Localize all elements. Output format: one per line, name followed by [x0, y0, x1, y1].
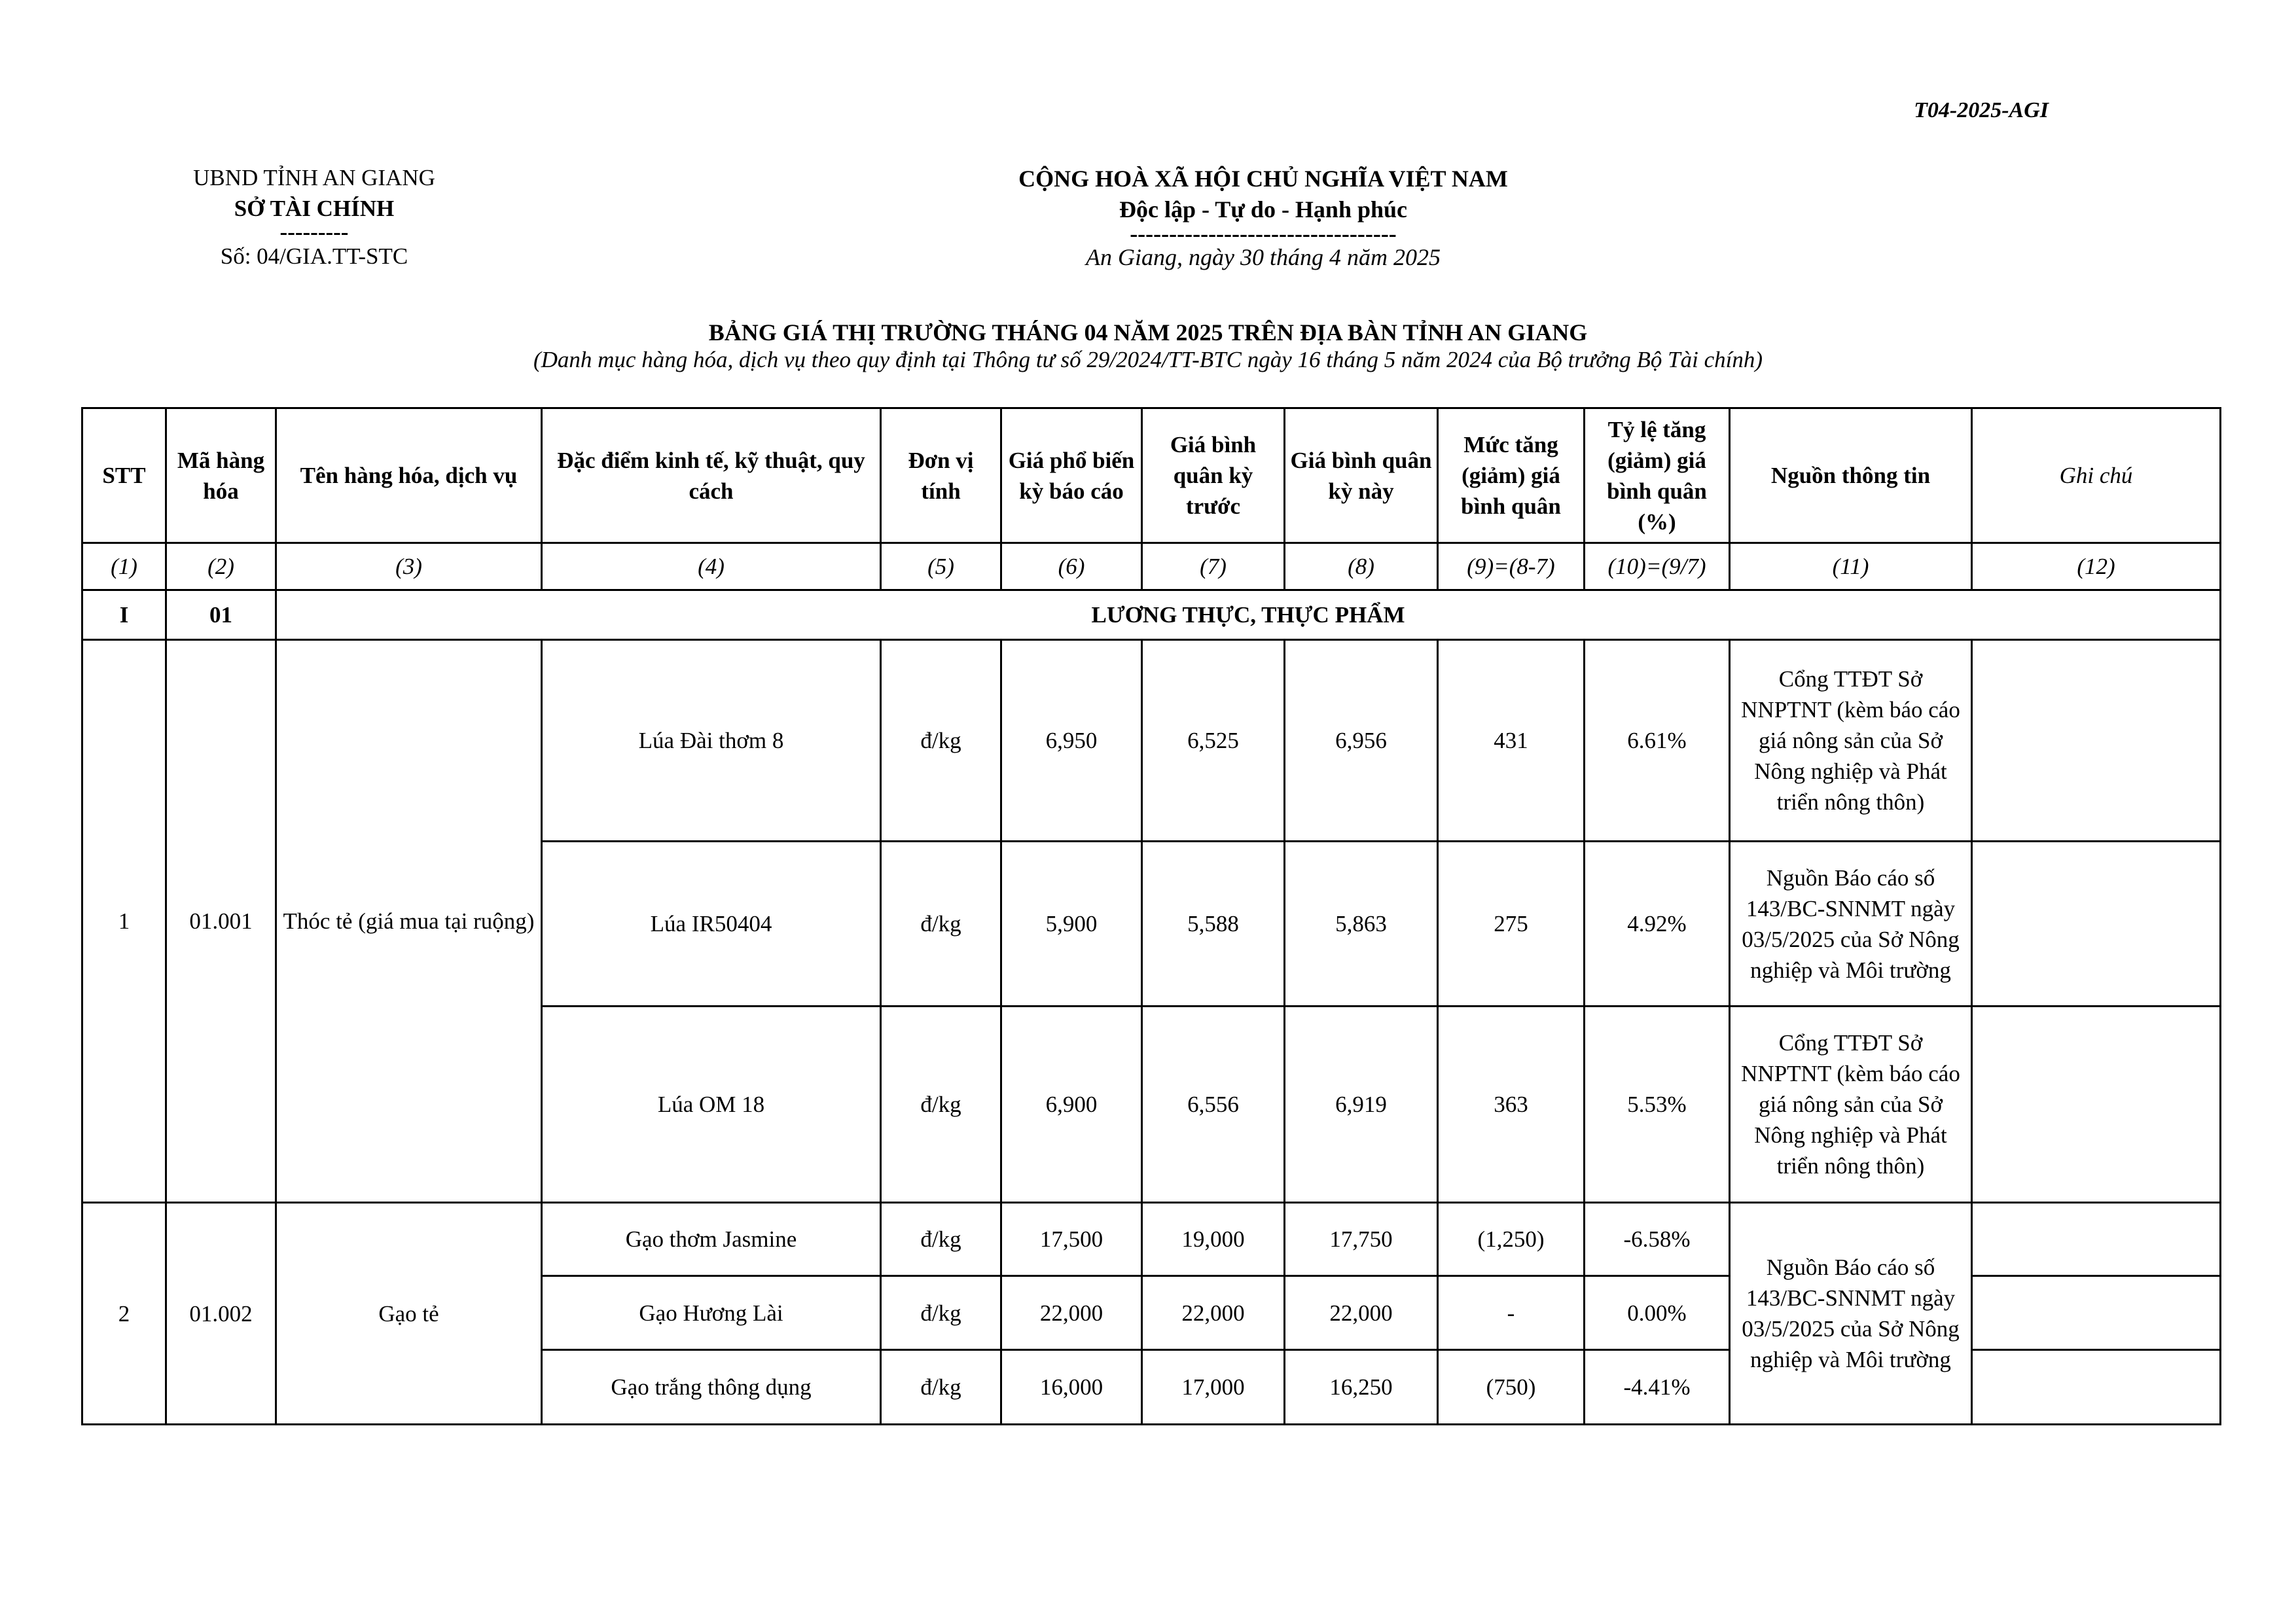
price-change: 431: [1438, 640, 1585, 842]
agency-header: [118, 162, 511, 272]
prev-avg-price: 22,000: [1142, 1276, 1285, 1350]
common-price: 17,500: [1001, 1203, 1142, 1276]
nation-name: CỘNG HOÀ XÃ HỘI CHỦ NGHĨA VIỆT NAM: [1018, 166, 1508, 192]
price-change: (1,250): [1438, 1203, 1585, 1276]
item-unit: đ/kg: [881, 1276, 1001, 1350]
price-change: 275: [1438, 842, 1585, 1007]
curr-avg-price: 6,919: [1285, 1007, 1438, 1203]
col-number: (5): [881, 543, 1001, 590]
table-row: [82, 640, 2221, 842]
item-name: Thóc tẻ (giá mua tại ruộng): [276, 640, 542, 1203]
col-number: (3): [276, 543, 542, 590]
item-code: 01.001: [166, 640, 276, 1203]
curr-avg-price: 5,863: [1285, 842, 1438, 1007]
common-price: 16,000: [1001, 1350, 1142, 1425]
note-cell: [1972, 842, 2221, 1007]
col-number: (6): [1001, 543, 1142, 590]
item-spec: Lúa OM 18: [542, 1007, 881, 1203]
price-change-pct: 0.00%: [1585, 1276, 1730, 1350]
col-header-note: Ghi chú: [1972, 408, 2221, 543]
col-header-common-price: Giá phổ biến kỳ báo cáo: [1001, 408, 1142, 543]
item-code: 01.002: [166, 1203, 276, 1425]
col-number: (12): [1972, 543, 2221, 590]
table-row: [82, 1203, 2221, 1276]
col-header-spec: Đặc điểm kinh tế, kỹ thuật, quy cách: [542, 408, 881, 543]
price-change-pct: -4.41%: [1585, 1350, 1730, 1425]
price-change-pct: 4.92%: [1585, 842, 1730, 1007]
info-source: Cổng TTĐT Sở NNPTNT (kèm báo cáo giá nông sản của Sở Nông nghiệp và Phát triển nông thôn): [1730, 1007, 1972, 1203]
item-stt: 1: [82, 640, 166, 1203]
col-header-change: Mức tăng (giảm) giá bình quân: [1438, 408, 1585, 543]
section-stt: I: [82, 590, 166, 640]
curr-avg-price: 17,750: [1285, 1203, 1438, 1276]
section-row: [82, 590, 2221, 640]
prev-avg-price: 17,000: [1142, 1350, 1285, 1425]
common-price: 6,950: [1001, 640, 1142, 842]
item-unit: đ/kg: [881, 1350, 1001, 1425]
agency-name: SỞ TÀI CHÍNH: [234, 196, 395, 221]
note-cell: [1972, 640, 2221, 842]
item-unit: đ/kg: [881, 640, 1001, 842]
col-header-code: Mã hàng hóa: [166, 408, 276, 543]
info-source: Cổng TTĐT Sở NNPTNT (kèm báo cáo giá nông sản của Sở Nông nghiệp và Phát triển nông thôn): [1730, 640, 1972, 842]
price-change-pct: 6.61%: [1585, 640, 1730, 842]
price-change: -: [1438, 1276, 1585, 1350]
section-name: LƯƠNG THỰC, THỰC PHẨM: [276, 590, 2221, 640]
document-code: T04-2025-AGI: [1914, 98, 2049, 122]
agency-rule: ---------: [279, 219, 349, 245]
item-unit: đ/kg: [881, 1203, 1001, 1276]
prev-avg-price: 5,588: [1142, 842, 1285, 1007]
common-price: 5,900: [1001, 842, 1142, 1007]
price-table: [81, 407, 2221, 1425]
item-spec: Gạo thơm Jasmine: [542, 1203, 881, 1276]
col-header-curr-avg: Giá bình quân kỳ này: [1285, 408, 1438, 543]
agency-parent: UBND TỈNH AN GIANG: [193, 165, 435, 190]
document-number: Số: 04/GIA.TT-STC: [220, 243, 408, 269]
col-header-prev-avg: Giá bình quân kỳ trước: [1142, 408, 1285, 543]
col-number: (2): [166, 543, 276, 590]
item-spec: Gạo trắng thông dụng: [542, 1350, 881, 1425]
item-spec: Gạo Hương Lài: [542, 1276, 881, 1350]
col-number: (10)=(9/7): [1585, 543, 1730, 590]
info-source: Nguồn Báo cáo số 143/BC-SNNMT ngày 03/5/2025 của Sở Nông nghiệp và Môi trường: [1730, 1203, 1972, 1425]
section-code: 01: [166, 590, 276, 640]
note-cell: [1972, 1203, 2221, 1276]
note-cell: [1972, 1350, 2221, 1425]
price-change-pct: 5.53%: [1585, 1007, 1730, 1203]
price-change: 363: [1438, 1007, 1585, 1203]
nation-header: [923, 164, 1604, 273]
col-number: (9)=(8-7): [1438, 543, 1585, 590]
column-number-row: [82, 543, 2221, 590]
price-change: (750): [1438, 1350, 1585, 1425]
col-number: (11): [1730, 543, 1972, 590]
curr-avg-price: 16,250: [1285, 1350, 1438, 1425]
col-number: (7): [1142, 543, 1285, 590]
col-header-stt: STT: [82, 408, 166, 543]
header-row: [82, 408, 2221, 543]
page-subtitle: (Danh mục hàng hóa, dịch vụ theo quy định tại Thông tư số 29/2024/TT-BTC ngày 16 tháng 5 năm 2024 của Bộ trưởng Bộ Tài chính): [533, 347, 1763, 372]
prev-avg-price: 19,000: [1142, 1203, 1285, 1276]
col-header-change-pct: Tỷ lệ tăng (giảm) giá bình quân (%): [1585, 408, 1730, 543]
item-spec: Lúa IR50404: [542, 842, 881, 1007]
item-unit: đ/kg: [881, 1007, 1001, 1203]
col-number: (1): [82, 543, 166, 590]
col-header-source: Nguồn thông tin: [1730, 408, 1972, 543]
info-source: Nguồn Báo cáo số 143/BC-SNNMT ngày 03/5/2025 của Sở Nông nghiệp và Môi trường: [1730, 842, 1972, 1007]
prev-avg-price: 6,556: [1142, 1007, 1285, 1203]
item-spec: Lúa Đài thơm 8: [542, 640, 881, 842]
price-change-pct: -6.58%: [1585, 1203, 1730, 1276]
page-title: BẢNG GIÁ THỊ TRƯỜNG THÁNG 04 NĂM 2025 TRÊN ĐỊA BÀN TỈNH AN GIANG: [708, 319, 1588, 346]
nation-rule: ----------------------------------: [1130, 221, 1397, 247]
item-unit: đ/kg: [881, 842, 1001, 1007]
curr-avg-price: 22,000: [1285, 1276, 1438, 1350]
issue-date: An Giang, ngày 30 tháng 4 năm 2025: [1086, 244, 1441, 270]
nation-motto: Độc lập - Tự do - Hạnh phúc: [1119, 196, 1408, 223]
col-header-unit: Đơn vị tính: [881, 408, 1001, 543]
col-number: (8): [1285, 543, 1438, 590]
prev-avg-price: 6,525: [1142, 640, 1285, 842]
common-price: 6,900: [1001, 1007, 1142, 1203]
col-number: (4): [542, 543, 881, 590]
note-cell: [1972, 1007, 2221, 1203]
common-price: 22,000: [1001, 1276, 1142, 1350]
item-stt: 2: [82, 1203, 166, 1425]
col-header-name: Tên hàng hóa, dịch vụ: [276, 408, 542, 543]
item-name: Gạo tẻ: [276, 1203, 542, 1425]
curr-avg-price: 6,956: [1285, 640, 1438, 842]
note-cell: [1972, 1276, 2221, 1350]
